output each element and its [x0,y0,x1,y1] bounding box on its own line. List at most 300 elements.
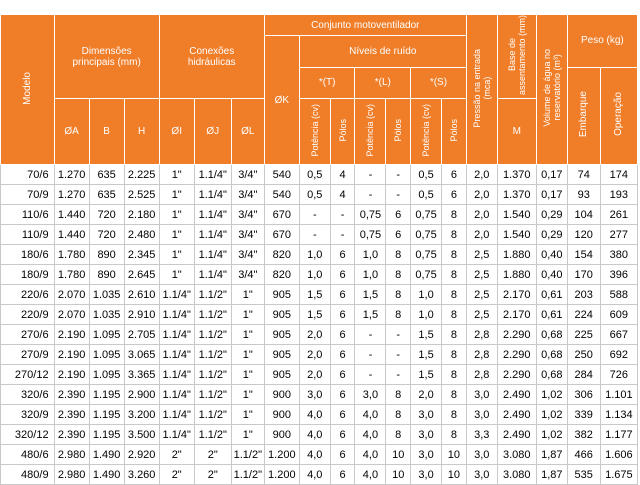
table-cell: 1.095 [89,325,124,345]
table-cell: 0,68 [536,345,567,365]
table-cell: 3/4" [231,225,264,245]
table-cell: 6 [330,425,355,445]
table-cell: 339 [567,405,600,425]
table-cell: 0,75 [411,225,442,245]
table-cell: 10 [386,465,411,485]
model-cell: 480/6 [1,445,55,465]
table-cell: 120 [567,225,600,245]
table-cell: 2" [159,445,194,465]
table-cell: 1.780 [54,265,89,285]
header-j: ØJ [194,99,231,165]
table-cell: 0,75 [355,225,386,245]
table-cell: 2,0 [411,385,442,405]
table-cell: 2.290 [497,365,536,385]
table-cell: 820 [264,245,299,265]
table-cell: 1.540 [497,225,536,245]
table-cell: 2.225 [124,165,159,185]
table-cell: 2.490 [497,425,536,445]
table-cell: 2.525 [124,185,159,205]
table-cell: 1.1/4" [159,385,194,405]
table-cell: 2.170 [497,305,536,325]
table-cell: 3,0 [411,445,442,465]
table-cell: 1,0 [411,285,442,305]
table-cell: 1" [159,225,194,245]
header-volume: Volume de água no reservatório (m³) [536,15,567,165]
table-cell: 1.1/4" [194,185,231,205]
table-cell: 1,02 [536,405,567,425]
table-cell: 2.345 [124,245,159,265]
table-cell: 0,17 [536,165,567,185]
table-cell: 1.101 [600,385,637,405]
table-cell: 1" [159,205,194,225]
table-row [1,345,638,365]
table-cell: 2,5 [466,305,497,325]
model-cell: 270/6 [1,325,55,345]
table-cell: 2" [194,445,231,465]
table-cell: 396 [600,265,637,285]
model-cell: 220/6 [1,285,55,305]
table-cell: 4,0 [355,405,386,425]
table-cell: 535 [567,465,600,485]
table-cell: 0,61 [536,305,567,325]
header-potencia-t: Potência (cv) [299,99,330,165]
table-cell: 6 [386,205,411,225]
table-cell: 4,0 [299,465,330,485]
table-cell: 6 [330,345,355,365]
table-cell: 1.490 [89,465,124,485]
table-cell: 1,5 [355,305,386,325]
table-cell: - [386,165,411,185]
table-cell: 6 [442,185,467,205]
table-cell: 8 [386,265,411,285]
table-cell: 726 [600,365,637,385]
table-cell: 0,5 [299,185,330,205]
table-cell: 284 [567,365,600,385]
model-cell: 220/9 [1,305,55,325]
table-cell: 2.190 [54,365,89,385]
table-cell: 6 [442,165,467,185]
header-pressao: Pressão na entrada (mca) [466,15,497,165]
table-cell: 1.1/4" [159,405,194,425]
table-cell: 900 [264,385,299,405]
table-cell: 3,0 [355,385,386,405]
table-cell: 1.1/2" [231,445,264,465]
table-cell: 4 [330,185,355,205]
table-cell: 93 [567,185,600,205]
table-cell: - [386,365,411,385]
table-cell: 540 [264,185,299,205]
model-cell: 180/9 [1,265,55,285]
table-cell: 3,0 [411,405,442,425]
table-cell: 224 [567,305,600,325]
table-cell: 3.260 [124,465,159,485]
table-cell: 2.390 [54,425,89,445]
header-base: Base de assentamento (mm) [497,15,536,99]
table-cell: 2.480 [124,225,159,245]
table-cell: 1,5 [411,365,442,385]
table-cell: 2.190 [54,325,89,345]
table-cell: 154 [567,245,600,265]
table-cell: 1.1/4" [159,285,194,305]
table-cell: 2,0 [466,165,497,185]
table-cell: 635 [89,165,124,185]
table-cell: 1,0 [299,265,330,285]
table-cell: 3,0 [466,385,497,405]
table-cell: 540 [264,165,299,185]
header-polos-l: Pólos [386,99,411,165]
model-cell: 270/12 [1,365,55,385]
table-cell: 1,5 [411,345,442,365]
model-cell: 180/6 [1,245,55,265]
table-cell: 1.1/2" [194,345,231,365]
table-cell: 1.1/4" [194,165,231,185]
table-cell: 1.1/2" [194,305,231,325]
table-cell: 1.200 [264,445,299,465]
table-cell: 0,75 [411,265,442,285]
table-cell: 1,0 [299,245,330,265]
table-cell: 905 [264,325,299,345]
table-cell: 2,8 [466,365,497,385]
table-cell: 380 [600,245,637,265]
table-cell: 1.440 [54,225,89,245]
header-polos-s: Pólos [442,99,467,165]
table-cell: - [299,205,330,225]
table-cell: 1.270 [54,165,89,185]
table-cell: 306 [567,385,600,405]
table-cell: 8 [442,205,467,225]
table-cell: 1" [231,305,264,325]
table-cell: 6 [330,405,355,425]
table-cell: 1" [231,325,264,345]
table-cell: 4 [330,165,355,185]
table-cell: 4,0 [355,425,386,445]
table-cell: 0,40 [536,245,567,265]
table-cell: 1.1/4" [159,365,194,385]
table-cell: 2.390 [54,405,89,425]
table-cell: 0,5 [411,165,442,185]
header-nivel-t: *(T) [299,67,355,99]
table-cell: 8 [386,285,411,305]
table-cell: 8 [442,285,467,305]
table-cell: 277 [600,225,637,245]
table-cell: 2.390 [54,385,89,405]
table-cell: 1.370 [497,185,536,205]
header-polos-t: Pólos [330,99,355,165]
table-cell: 382 [567,425,600,445]
table-cell: 3,0 [466,405,497,425]
table-cell: 1,5 [411,325,442,345]
table-cell: 2.980 [54,465,89,485]
table-cell: 1.134 [600,405,637,425]
table-cell: 250 [567,345,600,365]
table-row [1,405,638,425]
table-row [1,425,638,445]
table-row [1,185,638,205]
table-cell: 1" [159,185,194,205]
table-cell: 1.035 [89,285,124,305]
table-cell: 1.606 [600,445,637,465]
table-cell: 2.705 [124,325,159,345]
table-cell: - [386,345,411,365]
table-cell: 0,29 [536,205,567,225]
table-cell: 1.035 [89,305,124,325]
table-cell: 8 [442,265,467,285]
table-cell: 2.610 [124,285,159,305]
table-cell: 1.1/2" [194,325,231,345]
table-cell: 6 [330,305,355,325]
table-cell: 3/4" [231,265,264,285]
table-cell: 8 [386,245,411,265]
table-cell: 3/4" [231,245,264,265]
table-cell: 74 [567,165,600,185]
table-cell: 670 [264,205,299,225]
table-cell: 1.780 [54,245,89,265]
table-cell: 1" [159,265,194,285]
table-cell: 1.095 [89,345,124,365]
table-cell: 890 [89,245,124,265]
table-cell: 3/4" [231,185,264,205]
model-cell: 320/12 [1,425,55,445]
table-cell: 3,0 [466,465,497,485]
table-cell: 8 [442,385,467,405]
table-cell: 2.070 [54,285,89,305]
table-cell: 820 [264,265,299,285]
table-cell: 2.980 [54,445,89,465]
table-cell: 1.1/4" [159,325,194,345]
table-cell: 0,68 [536,365,567,385]
table-cell: 1.1/4" [194,265,231,285]
header-nivel-s: *(S) [411,67,467,99]
table-cell: 6 [330,365,355,385]
table-cell: 0,40 [536,265,567,285]
table-cell: 0,68 [536,325,567,345]
table-cell: 1.675 [600,465,637,485]
table-cell: 2.910 [124,305,159,325]
table-cell: 3.365 [124,365,159,385]
table-cell: 2,0 [299,325,330,345]
table-cell: 1" [159,245,194,265]
model-cell: 70/6 [1,165,55,185]
table-cell: 4,0 [355,465,386,485]
header-h: H [124,99,159,165]
table-cell: 1" [231,385,264,405]
table-cell: 2,8 [466,325,497,345]
table-cell: 1.1/2" [231,465,264,485]
table-cell: 6 [386,225,411,245]
model-cell: 320/6 [1,385,55,405]
table-cell: 10 [442,465,467,485]
header-nivel-l: *(L) [355,67,411,99]
table-cell: 2.920 [124,445,159,465]
table-cell: 1.1/2" [194,405,231,425]
table-cell: 1.195 [89,385,124,405]
table-cell: 1.1/2" [194,285,231,305]
table-cell: 0,75 [411,205,442,225]
table-cell: 0,75 [355,205,386,225]
table-cell: 8 [442,245,467,265]
table-cell: 905 [264,365,299,385]
table-cell: 2.900 [124,385,159,405]
table-cell: 1.195 [89,405,124,425]
table-cell: 6 [330,445,355,465]
table-cell: 4,0 [355,445,386,465]
table-cell: 1" [231,425,264,445]
table-cell: 2,5 [466,245,497,265]
table-cell: 10 [386,445,411,465]
table-cell: 1.440 [54,205,89,225]
table-cell: 2" [194,465,231,485]
table-cell: 670 [264,225,299,245]
header-m: M [497,99,536,165]
table-cell: 3,0 [299,385,330,405]
table-cell: 1,87 [536,445,567,465]
table-cell: 3.080 [497,465,536,485]
table-cell: 1" [231,365,264,385]
table-cell: 1.270 [54,185,89,205]
table-row [1,305,638,325]
table-cell: 1.177 [600,425,637,445]
table-row [1,245,638,265]
model-cell: 320/9 [1,405,55,425]
table-cell: 2,5 [466,265,497,285]
table-cell: 890 [89,265,124,285]
table-cell: 2,0 [299,345,330,365]
table-cell: 2,0 [466,225,497,245]
header-conexoes: Conexões hidráulicas [159,15,264,99]
table-cell: 1.095 [89,365,124,385]
table-cell: 3/4" [231,205,264,225]
table-cell: - [299,225,330,245]
table-cell: 2" [159,465,194,485]
table-cell: 203 [567,285,600,305]
table-cell: 6 [330,265,355,285]
table-cell: 2.180 [124,205,159,225]
table-cell: 2,8 [466,345,497,365]
table-cell: 1.1/4" [194,225,231,245]
header-conjunto: Conjunto motoventilador [264,15,466,36]
model-cell: 270/9 [1,345,55,365]
table-cell: 8 [386,425,411,445]
table-cell: 1.1/2" [194,365,231,385]
header-operacao: Operação [600,67,637,165]
table-cell: 0,61 [536,285,567,305]
header-k: ØK [264,36,299,165]
table-cell: 3/4" [231,165,264,185]
header-embarque: Embarque [567,67,600,165]
table-row [1,385,638,405]
table-cell: 8 [442,225,467,245]
table-row [1,165,638,185]
table-cell: - [355,345,386,365]
table-cell: 0,17 [536,185,567,205]
table-cell: 4,0 [299,405,330,425]
table-cell: 1.880 [497,265,536,285]
table-cell: 2.490 [497,385,536,405]
table-cell: 8 [442,405,467,425]
table-cell: 2,0 [466,185,497,205]
table-cell: 3,0 [411,465,442,485]
table-header [1,15,638,165]
spec-table [0,14,638,485]
table-cell: 1.540 [497,205,536,225]
table-cell: 2.190 [54,345,89,365]
table-cell: - [386,325,411,345]
table-cell: - [386,185,411,205]
table-cell: 10 [442,445,467,465]
table-cell: 4,0 [299,425,330,445]
table-cell: 3.080 [497,445,536,465]
header-peso: Peso (kg) [567,15,637,68]
table-cell: 1,5 [299,285,330,305]
table-cell: 8 [386,305,411,325]
table-cell: 2.490 [497,405,536,425]
table-cell: 1,02 [536,385,567,405]
table-cell: 3,0 [411,425,442,445]
header-i: ØI [159,99,194,165]
table-cell: 1.880 [497,245,536,265]
table-cell: 2,0 [466,205,497,225]
table-row [1,225,638,245]
table-cell: 1" [231,345,264,365]
table-cell: 261 [600,205,637,225]
table-cell: 905 [264,285,299,305]
table-cell: 692 [600,345,637,365]
table-cell: 2.290 [497,325,536,345]
table-cell: 8 [386,405,411,425]
table-row [1,445,638,465]
table-cell: 4,0 [299,445,330,465]
table-cell: 720 [89,225,124,245]
table-cell: 1" [159,165,194,185]
header-dimensoes: Dimensões principais (mm) [54,15,159,99]
table-cell: 8 [386,385,411,405]
table-cell: 2.070 [54,305,89,325]
table-cell: 1" [231,285,264,305]
table-cell: 667 [600,325,637,345]
table-cell: 2.645 [124,265,159,285]
table-cell: 900 [264,405,299,425]
table-cell: 2,5 [466,285,497,305]
table-cell: 1.195 [89,425,124,445]
table-row [1,325,638,345]
table-cell: 0,29 [536,225,567,245]
table-row [1,285,638,305]
table-cell: 3,3 [466,425,497,445]
table-cell: 0,5 [411,185,442,205]
table-row [1,365,638,385]
table-cell: 174 [600,165,637,185]
table-cell: - [355,165,386,185]
table-cell: 8 [442,425,467,445]
table-cell: 1,0 [355,245,386,265]
table-cell: 1" [231,405,264,425]
table-cell: 1.1/4" [194,245,231,265]
table-cell: 720 [89,205,124,225]
header-modelo: Modelo [1,15,55,165]
table-row [1,205,638,225]
table-cell: 6 [330,325,355,345]
table-cell: 1,02 [536,425,567,445]
table-cell: - [355,365,386,385]
header-b: B [89,99,124,165]
header-l: ØL [231,99,264,165]
table-cell: - [330,205,355,225]
model-cell: 110/9 [1,225,55,245]
header-potencia-s: Potência (cv) [411,99,442,165]
table-cell: 8 [442,305,467,325]
table-cell: 1,5 [355,285,386,305]
table-cell: 8 [442,365,467,385]
